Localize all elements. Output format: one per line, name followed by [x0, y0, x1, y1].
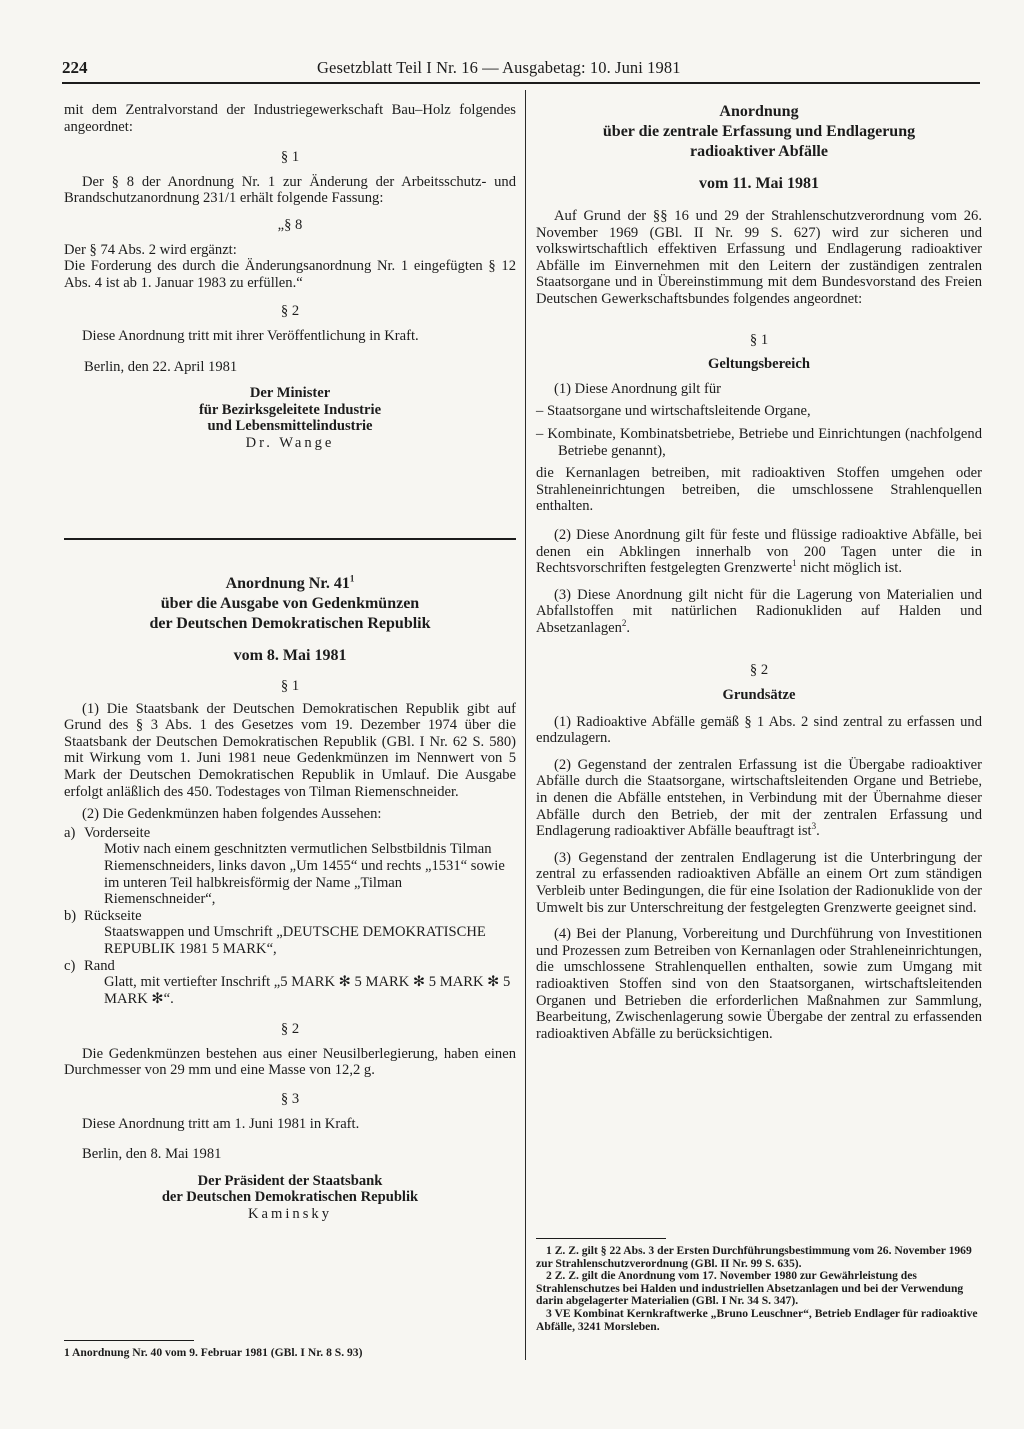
signatory-name: Kaminsky	[248, 1206, 332, 1223]
list-item: b) Rückseite Staatswappen und Umschrift „DEUTSCHE DEMOKRATISCHE REPUBLIK 1981 5 MARK“,	[64, 907, 486, 957]
right-column	[536, 102, 982, 1042]
preamble: Auf Grund der §§ 16 und 29 der Strahlenschutzverordnung vom 26. November 1969 (GBl. II Nr. 99 S. 627) wird zur sicheren und volkswirtschaftlich effektiven Erfassung und Endlagerung radioaktiver Abfälle im Einvernehmen mit den Leitern der zuständigen zentralen Staatsorgane und in Übereinstimmung mit dem Bundesvorstand des Freien Deutschen Gewerkschaftsbundes folgendes angeordnet:	[536, 208, 982, 307]
list-item: – Kombinate, Kombinatsbetriebe, Betriebe und Einrichtungen (nachfolgend Betriebe genannt),	[536, 425, 982, 459]
section-heading: § 2	[280, 1021, 300, 1038]
page-number: 224	[62, 58, 88, 77]
section-heading: § 3	[280, 1091, 300, 1108]
footnote-rule	[64, 1340, 194, 1341]
paragraph: (1) Radioaktive Abfälle gemäß § 1 Abs. 2 sind zentral zu erfassen und endzulagern.	[536, 713, 982, 747]
ordinance-title: radioaktiver Abfälle	[690, 143, 828, 160]
ordinance-title: der Deutschen Demokratischen Republik	[149, 615, 431, 632]
paragraph: (3) Gegenstand der zentralen Endlagerung ist die Unterbringung der zentral zu erfassenden radioaktiven Abfälle an einem Ort zum ständigen Verbleib unter Bedingungen, die für eine Isolation der Radionuklide von der Umwelt bis zur Unterschreitung der festgelegten Grenzwerte geeignet sind.	[536, 849, 982, 916]
paragraph: Der § 8 der Anordnung Nr. 1 zur Änderung der Arbeitsschutz- und Brandschutzanordnung 231/1 erhält folgende Fassung:	[64, 173, 516, 207]
section-heading: § 2	[749, 662, 769, 679]
intro-text: mit dem Zentralvorstand der Industriegewerkschaft Bau–Holz folgendes angeordnet:	[64, 102, 516, 135]
place-date: Berlin, den 8. Mai 1981	[82, 1146, 222, 1163]
footnote: 2 Z. Z. gilt die Anordnung vom 17. November 1980 zur Gewährleistung des Strahlenschutzes bei Halden und industriellen Absetzanlagen und bei der Verwendung darin abgelagerter Materialien (GBl. I Nr. 34 S. 347).	[536, 1269, 964, 1308]
signature-line: und Lebensmittelindustrie	[207, 418, 373, 435]
paragraph: (2) Die Gedenkmünzen haben folgendes Aussehen:	[82, 806, 382, 823]
signatory-name: Dr. Wange	[245, 434, 335, 451]
footnote-rule	[536, 1238, 666, 1239]
paragraph: (4) Bei der Planung, Vorbereitung und Durchführung von Investitionen und Prozessen zum Betreiben von Kernanlagen oder Strahleneinrichtungen, die umschlossene Strahlenquellen enthalten, sowie zum Umgang mit radioaktiven Stoffen sind von den Staatsorganen, wirtschaftsleitenden Organen und Betrieben die erforderlichen Maßnahmen zur Sammlung, Bearbeitung, Zwischenlagerung sowie Übergabe der zentral zu erfassenden radioaktiven Abfälle zu berücksichtigen.	[536, 926, 982, 1042]
signature-line: der Deutschen Demokratischen Republik	[161, 1189, 419, 1206]
footnote-marker: 1	[349, 573, 355, 584]
paragraph: Der § 74 Abs. 2 wird ergänzt:	[64, 241, 237, 258]
paragraph: Diese Anordnung tritt am 1. Juni 1981 in Kraft.	[82, 1115, 360, 1132]
footnote-marker: 1	[792, 558, 797, 569]
section-divider	[64, 538, 516, 540]
signature-line: Der Präsident der Staatsbank	[197, 1172, 383, 1189]
footnote: 1 Z. Z. gilt § 22 Abs. 3 der Ersten Durchführungsbestimmung vom 26. November 1969 zur Strahlenschutzverordnung (GBl. II Nr. 99 S. 635).	[536, 1244, 972, 1270]
left-column-lower	[64, 574, 516, 1223]
footnote-marker: 3	[811, 821, 817, 832]
paragraph: die Kernanlagen betreiben, mit radioaktiven Stoffen umgehen oder Strahleneinrichtungen betreiben, die umschlossene Strahlenquellen enthalten.	[536, 465, 982, 515]
section-heading: § 1	[749, 331, 769, 348]
left-footnotes	[64, 1340, 516, 1360]
paragraph: Diese Anordnung tritt mit ihrer Veröffentlichung in Kraft.	[82, 327, 419, 344]
paragraph: (3) Diese Anordnung gilt nicht für die Lagerung von Materialien und Abfallstoffen mit natürlichen Radionukliden auf Halden und Absetzanlagen$^2$.	[536, 586, 982, 636]
section-title: Geltungsbereich	[708, 356, 810, 373]
footnote: 1 Anordnung Nr. 40 vom 9. Februar 1981 (GBl. I Nr. 8 S. 93)	[64, 1346, 363, 1359]
paragraph: (1) Die Staatsbank der Deutschen Demokratischen Republik gibt auf Grund des § 3 Abs. 1 des Gesetzes vom 19. Dezember 1974 über die Staatsbank der Deutschen Demokratischen Republik (GBl. I Nr. 62 S. 580) mit Wirkung vom 1. Juni 1981 neue Gedenkmünzen im Nennwert von 5 Mark der Deutschen Demokratischen Republik in Umlauf. Die Ausgabe erfolgt anläßlich des 450. Todestages von Tilman Riemenschneider.	[64, 700, 516, 800]
ordinance-title: Anordnung	[719, 103, 799, 120]
footnote-marker: 2	[621, 618, 627, 629]
list-item: – Staatsorgane und wirtschaftsleitende Organe,	[536, 403, 811, 420]
left-column	[64, 102, 516, 452]
list-item: a) Vorderseite Motiv nach einem geschnitzten vermutlichen Selbstbildnis Tilman Riemenschneiders, links davon „Um 1455“ und rechts „1531“ sowie im unteren Teil halbkreisförmig der Name „Tilman Riemenschneider“,	[64, 824, 505, 908]
signature-line: für Bezirksgeleitete Industrie	[198, 401, 382, 418]
ordinance-title: über die Ausgabe von Gedenkmünzen	[160, 595, 420, 612]
paragraph: Die Gedenkmünzen bestehen aus einer Neusilberlegierung, haben einen Durchmesser von 29 mm und eine Masse von 12,2 g.	[64, 1045, 516, 1079]
paragraph: Die Forderung des durch die Änderungsanordnung Nr. 1 eingefügten § 12 Abs. 4 ist ab 1. Januar 1983 zu erfüllen.“	[64, 258, 516, 291]
header-title: Gesetzblatt Teil I Nr. 16 — Ausgabetag: 10. Juni 1981	[317, 58, 681, 77]
section-heading: „§ 8	[277, 216, 303, 233]
section-heading: § 1	[280, 678, 300, 694]
ordinance-title: über die zentrale Erfassung und Endlagerung	[602, 123, 916, 140]
right-footnotes	[536, 1238, 982, 1333]
paragraph: (2) Diese Anordnung gilt für feste und flüssige radioaktive Abfälle, bei denen ein Abklingen innerhalb von 200 Tagen unter die in Rechtsvorschriften festgelegten Grenzwerte$^1$ nicht möglich ist.	[536, 526, 982, 577]
ordinance-title: Anordnung Nr. $41^1$	[225, 573, 355, 592]
footnote: 3 VE Kombinat Kernkraftwerke „Bruno Leuschner“, Betrieb Endlager für radioaktive Abfälle, 3241 Morsleben.	[536, 1306, 978, 1333]
section-heading: § 2	[280, 303, 300, 320]
place-date: Berlin, den 22. April 1981	[84, 358, 238, 375]
ordinance-date: vom 11. Mai 1981	[699, 175, 819, 192]
list-item: c) Rand Glatt, mit vertiefter Inschrift „5 MARK ✻ 5 MARK ✻ 5 MARK ✻ 5 MARK ✻“.	[64, 957, 511, 1007]
paragraph: (1) Diese Anordnung gilt für	[554, 380, 721, 397]
ordinance-date: vom 8. Mai 1981	[233, 647, 347, 664]
section-heading: § 1	[280, 149, 300, 166]
column-divider	[525, 90, 526, 1360]
section-title: Grundsätze	[722, 687, 796, 704]
paragraph: (2) Gegenstand der zentralen Erfassung ist die Übergabe radioaktiver Abfälle durch die Staatsorgane, wirtschaftsleitenden Organe und Betriebe, in denen die Abfälle entstehen, in Verbindung mit der Übernahme dieser Abfälle durch den Betrieb, der mit der zentralen Erfassung und Endlagerung radioaktiver Abfälle beauftragt ist$^3$.	[536, 756, 982, 840]
signature-line: Der Minister	[249, 385, 331, 402]
page-header	[62, 58, 980, 84]
